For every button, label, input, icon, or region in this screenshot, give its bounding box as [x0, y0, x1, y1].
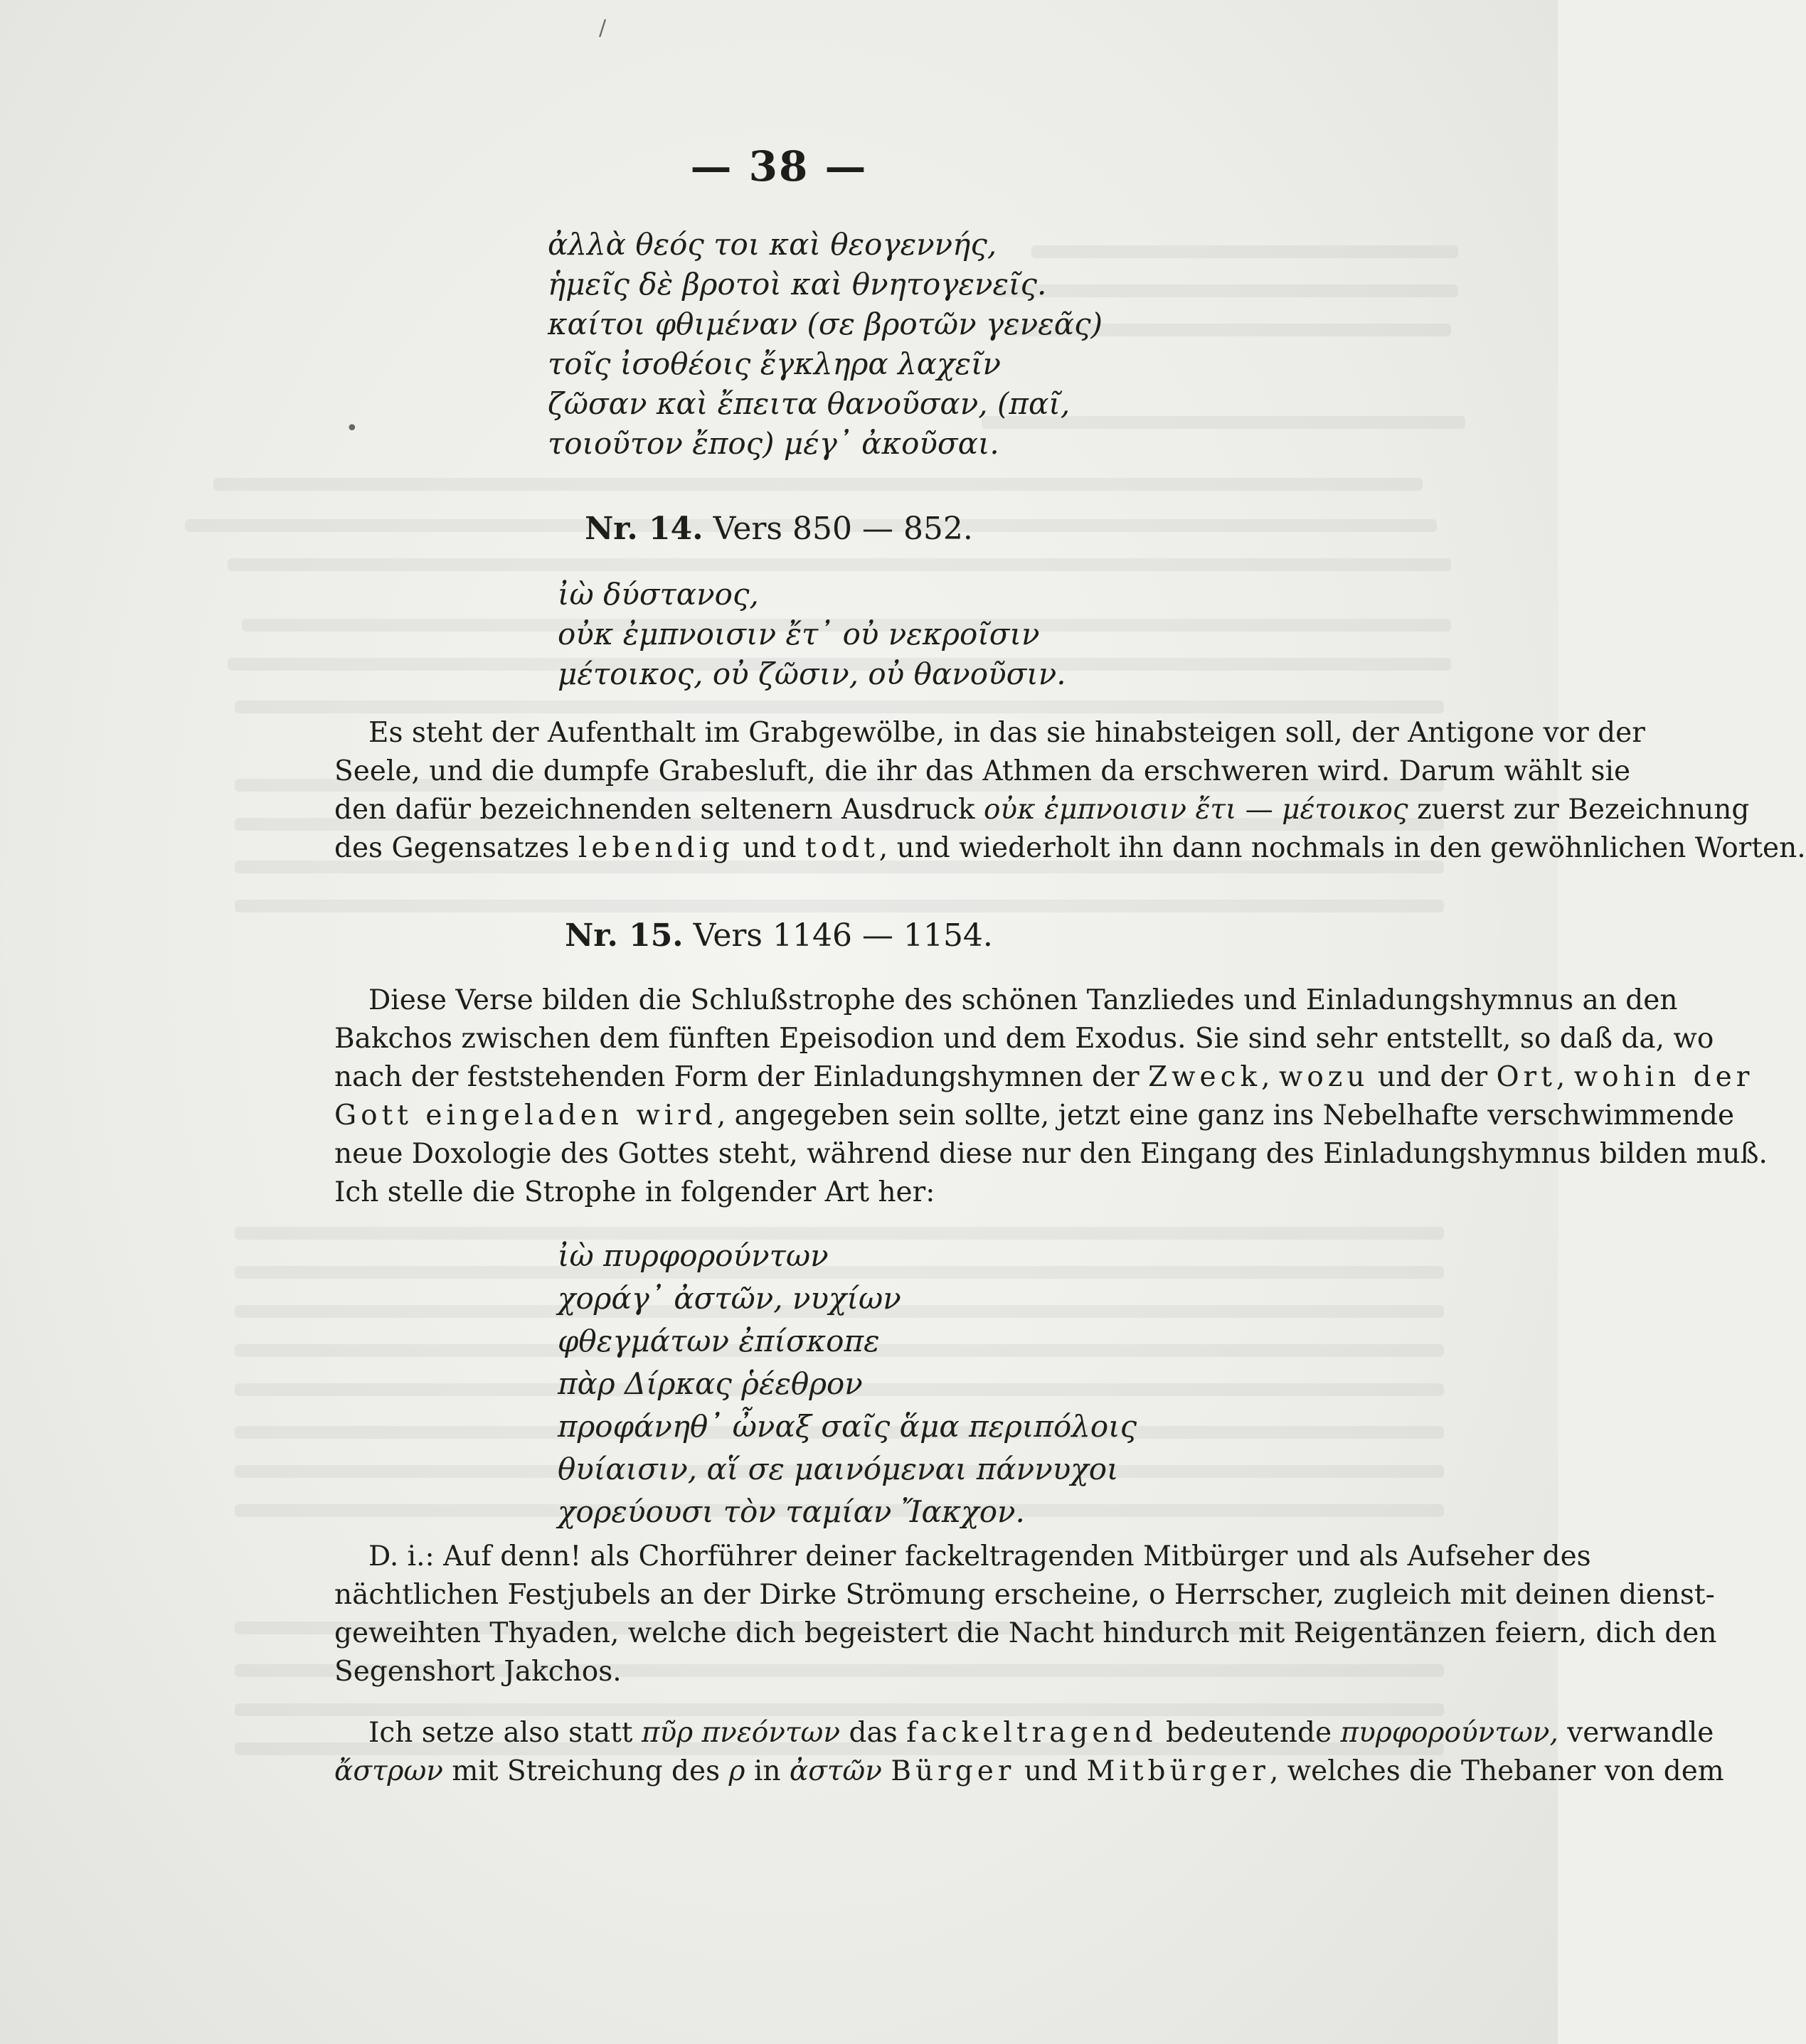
spaced-emphasis: Bürger [891, 1755, 1016, 1787]
section-number: Nr. 15. [565, 917, 684, 954]
spaced-emphasis: wohin der [1573, 1061, 1754, 1093]
paragraph-4 [334, 1714, 1724, 1791]
text-run: das [849, 1717, 898, 1749]
text-run: den dafür bezeichnenden seltenern Ausdruck [334, 794, 975, 826]
text-run: zuerst zur Bezeichnung [1417, 794, 1750, 826]
verse-line: καίτοι φθιμέναν (σε βροτῶν γενεᾶς) [548, 307, 1103, 341]
verse-line: φθεγμάτων ἐπίσκοπε [558, 1324, 880, 1358]
greek-quote: ἀστῶν [789, 1755, 882, 1787]
text-line: Ich stelle die Strophe in folgender Art her: [334, 1176, 935, 1208]
text-run: verwandle [1567, 1717, 1714, 1749]
spaced-emphasis: Mitbürger [1086, 1755, 1270, 1787]
verse-line: τοῖς ἰσοθέοις ἔγκληρα λαχεῖν [548, 346, 1002, 381]
spaced-emphasis: Ort [1496, 1061, 1556, 1093]
greek-quote: ἄστρων [334, 1755, 443, 1787]
text-line: Seele, und die dumpfe Grabesluft, die ihr das Athmen da erschweren wird. Darum wählt sie [334, 755, 1631, 787]
greek-quote: μέτοικος [1282, 794, 1408, 826]
verse-line: θυίαισιν, αἵ σε μαινόμεναι πάννυχοι [558, 1452, 1119, 1486]
greek-verse-block-2 [558, 575, 1066, 694]
paragraph-2 [334, 981, 1768, 1212]
section-number: Nr. 14. [585, 511, 703, 547]
text-line [334, 829, 1806, 868]
section-heading-15 [0, 917, 1558, 954]
text-run: und [1024, 1755, 1078, 1787]
verse-range: Vers 1146 — 1154. [693, 917, 993, 954]
text-run: und der [1377, 1061, 1488, 1093]
spaced-emphasis: wozu [1278, 1061, 1369, 1093]
text-run: , welches die Thebaner von dem [1269, 1755, 1724, 1787]
text-line: Segenshort Jakchos. [334, 1656, 622, 1688]
text-line [334, 1714, 1714, 1752]
greek-verse-block-1 [548, 225, 1103, 464]
spaced-emphasis: fackeltragend [906, 1717, 1157, 1749]
text-line: Bakchos zwischen dem fünften Epeisodion und dem Exodus. Sie sind sehr entstellt, so daß da, wo [334, 1023, 1714, 1055]
greek-quote: ρ [728, 1755, 745, 1787]
text-line [334, 1058, 1754, 1097]
spaced-emphasis: Gott eingeladen wird [334, 1100, 717, 1132]
text-run: , [1556, 1061, 1566, 1093]
text-run: des Gegensatzes [334, 832, 570, 864]
text-run: — [1245, 794, 1273, 826]
text-run: Ich setze also statt [368, 1717, 633, 1749]
text-run: , angegeben sein sollte, jetzt eine ganz ins Nebelhafte verschwimmende [716, 1100, 1735, 1132]
greek-quote: πυρφορούντων, [1340, 1717, 1558, 1749]
text-line: Es steht der Aufenthalt im Grabgewölbe, in das sie hinabsteigen soll, der Antigone vor der [368, 717, 1645, 749]
spaced-emphasis: todt [804, 832, 879, 864]
greek-quote: πῦρ πνεόντων [641, 1717, 841, 1749]
greek-quote: οὐκ ἐμπνοισιν ἔτι [983, 794, 1237, 826]
paragraph-3 [334, 1538, 1717, 1691]
text-run: und [743, 832, 797, 864]
verse-line: ζῶσαν καὶ ἔπειτα θανοῦσαν, (παῖ, [548, 386, 1071, 421]
text-line [334, 1752, 1724, 1791]
text-run: nach der feststehenden Form der Einladungshymnen der [334, 1061, 1140, 1093]
verse-line: προφάνηθ᾽ ὦναξ σαῖς ἅμα περιπόλοις [558, 1409, 1137, 1444]
page-number: — 38 — [690, 142, 868, 191]
spaced-emphasis: lebendig [578, 832, 734, 864]
pencil-mark: / [599, 16, 607, 41]
text-run: in [753, 1755, 781, 1787]
text-run: , und wiederholt ihn dann nochmals in den gewöhnlichen Worten. [878, 832, 1806, 864]
verse-line: ἰὼ δύστανος, [558, 577, 759, 612]
text-line: Diese Verse bilden die Schlußstrophe des schönen Tanzliedes und Einladungshymnus an den [368, 984, 1678, 1016]
verse-line: τοιοῦτον ἔπος) μέγ᾽ ἀκοῦσαι. [548, 426, 999, 461]
text-line: D. i.: Auf denn! als Chorführer deiner fackeltragenden Mitbürger und als Aufseher des [368, 1540, 1591, 1572]
spaced-emphasis: Zweck [1148, 1061, 1262, 1093]
text-line: neue Doxologie des Gottes steht, während diese nur den Eingang des Einladungshymnus bilden muß. [334, 1138, 1768, 1170]
text-line: geweihten Thyaden, welche dich begeistert die Nacht hindurch mit Reigentänzen feiern, dich den [334, 1617, 1717, 1649]
verse-line: χοράγ᾽ ἀστῶν, νυχίων [558, 1281, 901, 1316]
text-run: bedeutende [1165, 1717, 1332, 1749]
text-run: mit Streichung des [452, 1755, 721, 1787]
verse-range: Vers 850 — 852. [713, 511, 973, 547]
verse-line: ἰὼ πυρφορούντων [558, 1238, 829, 1273]
verse-line: ἀλλὰ θεός τοι καὶ θεογεννής, [548, 227, 997, 262]
text-line: nächtlichen Festjubels an der Dirke Strömung erscheine, o Herrscher, zugleich mit deinen dienst- [334, 1579, 1715, 1611]
verse-line: ἡμεῖς δὲ βροτοὶ καὶ θνητογενεῖς. [548, 267, 1047, 302]
paragraph-1 [334, 714, 1806, 868]
text-run: , [1261, 1061, 1270, 1093]
verse-line: οὐκ ἐμπνοισιν ἔτ᾽ οὐ νεκροῖσιν [558, 617, 1040, 651]
greek-verse-block-3 [558, 1235, 1137, 1533]
verse-line: χορεύουσι τὸν ταμίαν Ἴακχον. [558, 1494, 1025, 1529]
verse-line: μέτοικος, οὐ ζῶσιν, οὐ θανοῦσιν. [558, 656, 1066, 691]
verse-line: πὰρ Δίρκας ῥέεθρον [558, 1366, 863, 1401]
text-line [334, 791, 1750, 829]
text-line [334, 1097, 1735, 1135]
section-heading-14 [0, 511, 1558, 547]
dot-mark: • [346, 416, 358, 441]
